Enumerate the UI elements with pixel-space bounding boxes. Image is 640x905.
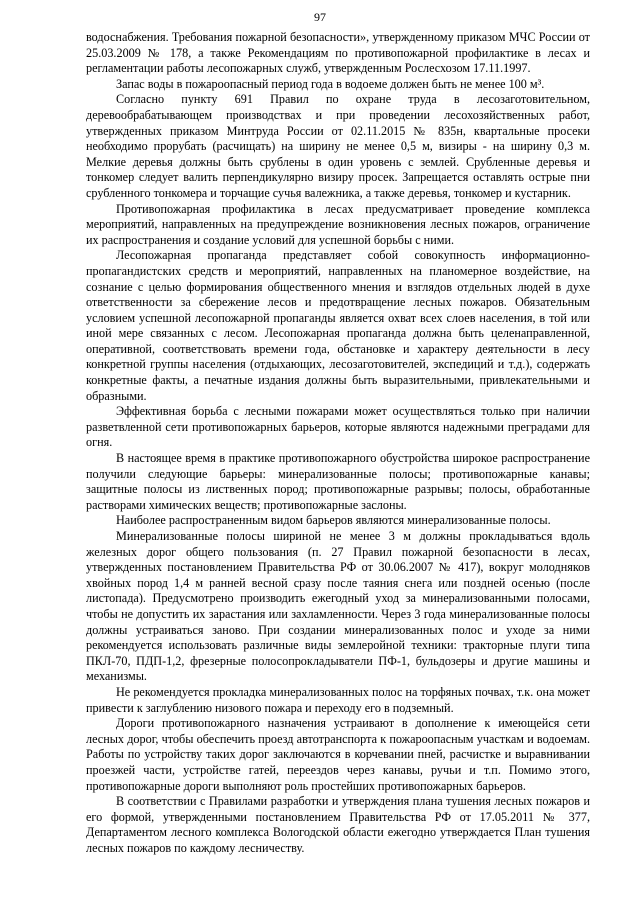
- paragraph: Не рекомендуется прокладка минерализованных полос на торфяных почвах, т.к. она может привести к заглублению низового пожара и переходу его в подземный.: [86, 684, 590, 715]
- paragraph: Лесопожарная пропаганда представляет собой совокупность информационно-пропагандистских средств и мероприятий, направленных на планомерное воздействие, на сознание с целью формирования общественного мнения и взглядов отдельных людей в духе ответственности за сбережение лесов и предотвращение лесных пожаров. Обязательным условием успешной лесопожарной пропаганды является охват всех слоев населения, в той или иной мере связанных с лесом. Лесопожарная пропаганда должна быть целенаправленной, оперативной, соответствовать времени года, обстановке и характеру деятельности в лесу конкретной группы населения (отдыхающих, лесозаготовителей, экспедиций и т.д.), содержать конкретные факты, а печатные издания должны быть выразительными, привлекательными и образными.: [86, 248, 590, 403]
- paragraph: Эффективная борьба с лесными пожарами может осуществляться только при наличии разветвленной сети противопожарных барьеров, которые являются надежными преградами для огня.: [86, 404, 590, 450]
- paragraph: В настоящее время в практике противопожарного обустройства широкое распространение получили следующие барьеры: минерализованные полосы; противопожарные канавы; защитные полосы из лиственных пород; противопожарные разрывы; полосы, обработанные растворами химических веществ; противопожарные заслоны.: [86, 451, 590, 512]
- paragraph: Наиболее распространенным видом барьеров являются минерализованные полосы.: [116, 513, 551, 528]
- paragraph: Дороги противопожарного назначения устраивают в дополнение к имеющейся сети лесных дорог, чтобы обеспечить проезд автотранспорта к пожароопасным участкам и водоемам. Работы по устройству таких дорог заключаются в корчевании пней, расчистке и выравнивании проезжей части, устройстве гатей, переездов через канавы, ручьи и т.п. Помимо этого, противопожарные дороги выполняют роль простейших противопожарных барьеров.: [86, 716, 590, 793]
- body-text: [86, 30, 590, 856]
- paragraph: Минерализованные полосы шириной не менее 3 м должны прокладываться вдоль железных дорог общего пользования (п. 27 Правил пожарной безопасности в лесах, утвержденных постановлением Правительства РФ от 30.06.2007 № 417), вокруг молодняков хвойных пород 1,4 м ранней весной сразу после таяния снега или поздней осенью (после листопада). Предусмотрено производить ежегодный уход за минерализованными полосами, чтобы не допустить их зарастания или захламленности. Через 3 года минерализованные полосы должны устраиваться заново. При создании минерализованных полос и уходе за ними рекомендуется использовать различные виды землеройной техники: тракторные плуги типа ПКЛ-70, ПДП-1,2, фрезерные полосопрокладыватели ПФ-1, бульдозеры и другие машины и механизмы.: [86, 529, 590, 684]
- page-number: 97: [314, 10, 326, 24]
- paragraph: Противопожарная профилактика в лесах предусматривает проведение комплекса мероприятий, направленных на предупреждение возникновения лесных пожаров, ограничение их распространения и создание условий для успешной борьбы с ними.: [86, 201, 590, 247]
- paragraph: водоснабжения. Требования пожарной безопасности», утвержденному приказом МЧС России от 25.03.2009 № 178, а также Рекомендациям по противопожарной профилактике в лесах и регламентации работы лесопожарных служб, утвержденным Рослесхозом 17.11.1997.: [86, 30, 590, 76]
- paragraph: Согласно пункту 691 Правил по охране труда в лесозаготовительном, деревообрабатывающем производствах и при проведении лесохозяйственных работ, утвержденных приказом Минтруда России от 02.11.2015 № 835н, квартальные просеки необходимо прорубать (расчищать) на ширину не менее 0,5 м, визиры - на ширину 0,3 м. Мелкие деревья должны быть срублены в один уровень с землей. Срубленные деревья и тонкомер следует валить перпендикулярно визиру просек. Запрещается оставлять острые пни срубленного тонкомера и торчащие сучья валежника, а также деревья, тонкомер и кустарник.: [86, 92, 590, 200]
- paragraph: В соответствии с Правилами разработки и утверждения плана тушения лесных пожаров и его формой, утвержденными постановлением Правительства РФ от 17.05.2011 № 377, Департаментом лесного комплекса Вологодской области ежегодно утверждается План тушения лесных пожаров по каждому лесничеству.: [86, 794, 590, 855]
- paragraph: Запас воды в пожароопасный период года в водоеме должен быть не менее 100 м³.: [116, 76, 545, 91]
